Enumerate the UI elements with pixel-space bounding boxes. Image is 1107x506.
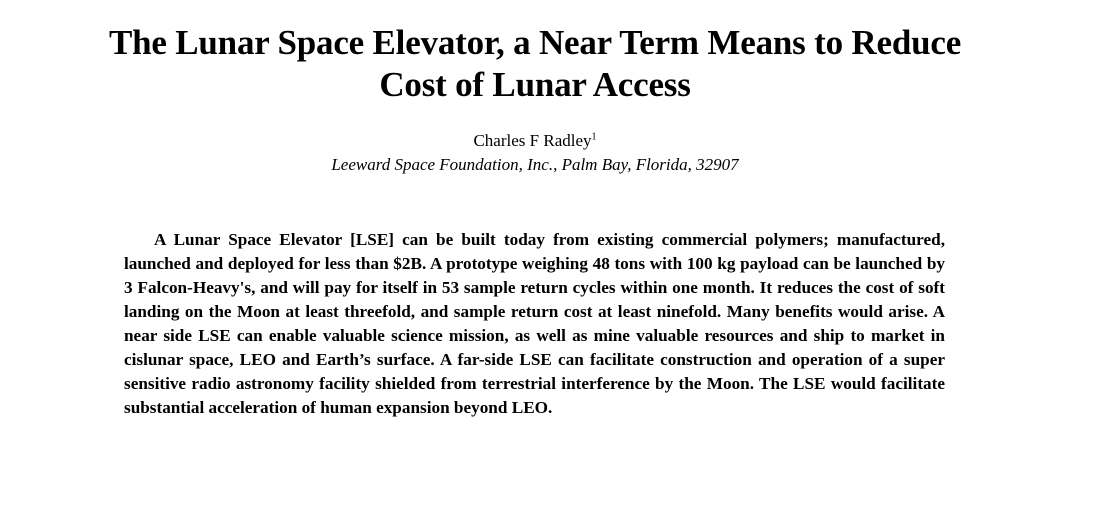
author-affiliation: Leeward Space Foundation, Inc., Palm Bay, Florida, 32907 (331, 155, 739, 174)
author-footnote-mark: 1 (591, 131, 597, 143)
paper-title-line-2: Cost of Lunar Access (379, 65, 691, 104)
abstract-paragraph: A Lunar Space Elevator [LSE] can be built today from existing commercial polymers; manufactured, launched and deployed for less than $2B. A prototype weighing 48 tons with 100 kg payload can be launched by 3 Falcon-Heavy's, and will pay for itself in 53 sample return cycles within one month. It reduces the cost of soft landing on the Moon at least threefold, and sample return cost at least ninefold. Many benefits would arise. A near side LSE can enable valuable science mission, as well as mine valuable resources and ship to market in cislunar space, LEO and Earth’s surface. A far-side LSE can facilitate construction and operation of a super sensitive radio astronomy facility shielded from terrestrial interference by the Moon. The LSE would facilitate substantial acceleration of human expansion beyond LEO. (124, 230, 945, 417)
paper-title (40, 22, 1030, 106)
paper-title-line-1: The Lunar Space Elevator, a Near Term Means to Reduce (108, 23, 962, 62)
author-line (40, 130, 1030, 152)
author-name: Charles F Radley (473, 131, 592, 150)
